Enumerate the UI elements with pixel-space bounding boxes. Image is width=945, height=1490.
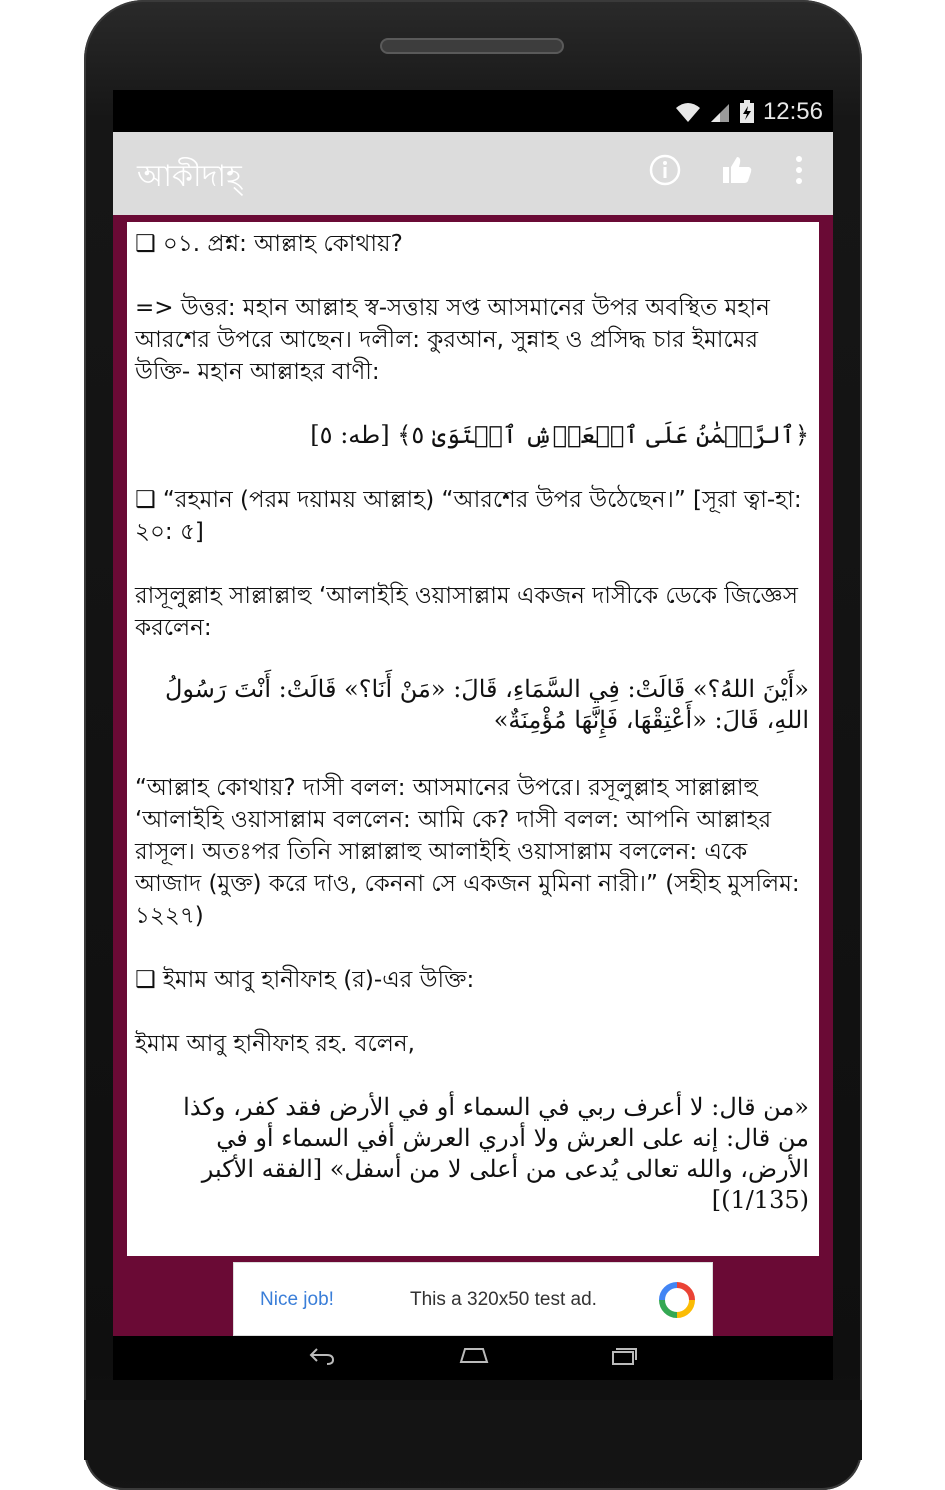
imam-heading: ❑ ইমাম আবু হানীফাহ (র)-এর উক্তি: (135, 967, 475, 993)
wifi-icon (675, 101, 701, 123)
screen (113, 90, 833, 1380)
battery-icon (739, 100, 755, 124)
info-icon[interactable] (649, 154, 681, 186)
recents-icon[interactable] (609, 1346, 637, 1366)
app-title: আকীদাহ্‌ (137, 159, 242, 194)
clock: 12:56 (762, 98, 823, 125)
status-bar (113, 90, 833, 132)
verse-translation: ❑ “রহমান (পরম দয়াময় আল্লাহ) “আরশের উপর উঠেছেন।” [সূরা ত্বা-হা: ২০: ৫] (135, 487, 802, 545)
ad-logo-icon (658, 1281, 696, 1319)
ad-banner[interactable] (233, 1262, 713, 1336)
question-heading: ❑ ০১. প্রশ্ন: আল্লাহ কোথায়? (135, 231, 403, 257)
back-icon[interactable] (309, 1346, 335, 1366)
overflow-menu-icon[interactable] (793, 154, 805, 186)
ad-label: Nice job! (260, 1289, 334, 1310)
arabic-hadith: «أَيْنَ اللهُ؟» قَالَتْ: فِي السَّمَاءِ، قَالَ: «مَنْ أَنَا؟» قَالَتْ: أَنْتَ رَسُولُ اللهِ، قَالَ: «أَعْتِقْهَا، فَإِنَّهَا مُؤْمِنَةٌ» (164, 675, 809, 734)
content-background (113, 215, 833, 1336)
app-bar (113, 132, 833, 215)
imam-intro: ইমাম আবু হানীফাহ রহ. বলেন, (135, 1031, 415, 1057)
device-chin (84, 1400, 862, 1460)
hadith-translation: “আল্লাহ কোথায়? দাসী বলল: আসমানের উপরে। রসূলুল্লাহ সাল্লাল্লাহু ‘আলাইহি ওয়াসাল্লাম বললেন: আমি কে? দাসী বলল: আপনি আল্লাহর রাসূল। অতঃপর তিনি সাল্লাল্লাহু আলাইহি ওয়াসাল্লাম বললেন: একে আজাদ (মুক্ত) করে দাও, কেননা সে একজন মুমিনা নারী।” (সহীহ মুসলিম: ১২২৭) (135, 775, 800, 929)
navigation-bar (113, 1336, 833, 1380)
answer-paragraph: => উত্তর: মহান আল্লাহ স্ব-সত্তায় সপ্ত আসমানের উপর অবস্থিত মহান আরশের উপরে আছেন। দলীল: কুরআন, সুন্নাহ ও প্রসিদ্ধ চার ইমামের উক্তি- মহান আল্লাহর বাণী: (135, 295, 770, 385)
signal-icon (709, 101, 731, 123)
thumbs-up-icon[interactable] (721, 154, 753, 186)
arabic-verse: ﴿ٱلرَّحۡمَٰنُ عَلَى ٱلۡعَرۡشِ ٱسۡتَوَىٰ ٥﴾ [طه: ٥] (310, 421, 809, 449)
speaker-grille (380, 38, 564, 54)
ad-text: This a 320x50 test ad. (410, 1289, 597, 1310)
article-card[interactable] (127, 222, 819, 1256)
hadith-intro: রাসূলুল্লাহ সাল্লাল্লাহু ‘আলাইহি ওয়াসাল্লাম একজন দাসীকে ডেকে জিজ্ঞেস করলেন: (135, 583, 798, 641)
home-icon[interactable] (459, 1346, 489, 1364)
arabic-quote: «من قال: لا أعرف ربي في السماء أو في الأرض فقد كفر، وكذا من قال: إنه على العرش ولا أدري العرش أفي السماء أو في الأرض، والله تعالى يُدعى من أعلى لا من أسفل» [الفقه الأكبر (1/135)] (183, 1093, 809, 1214)
